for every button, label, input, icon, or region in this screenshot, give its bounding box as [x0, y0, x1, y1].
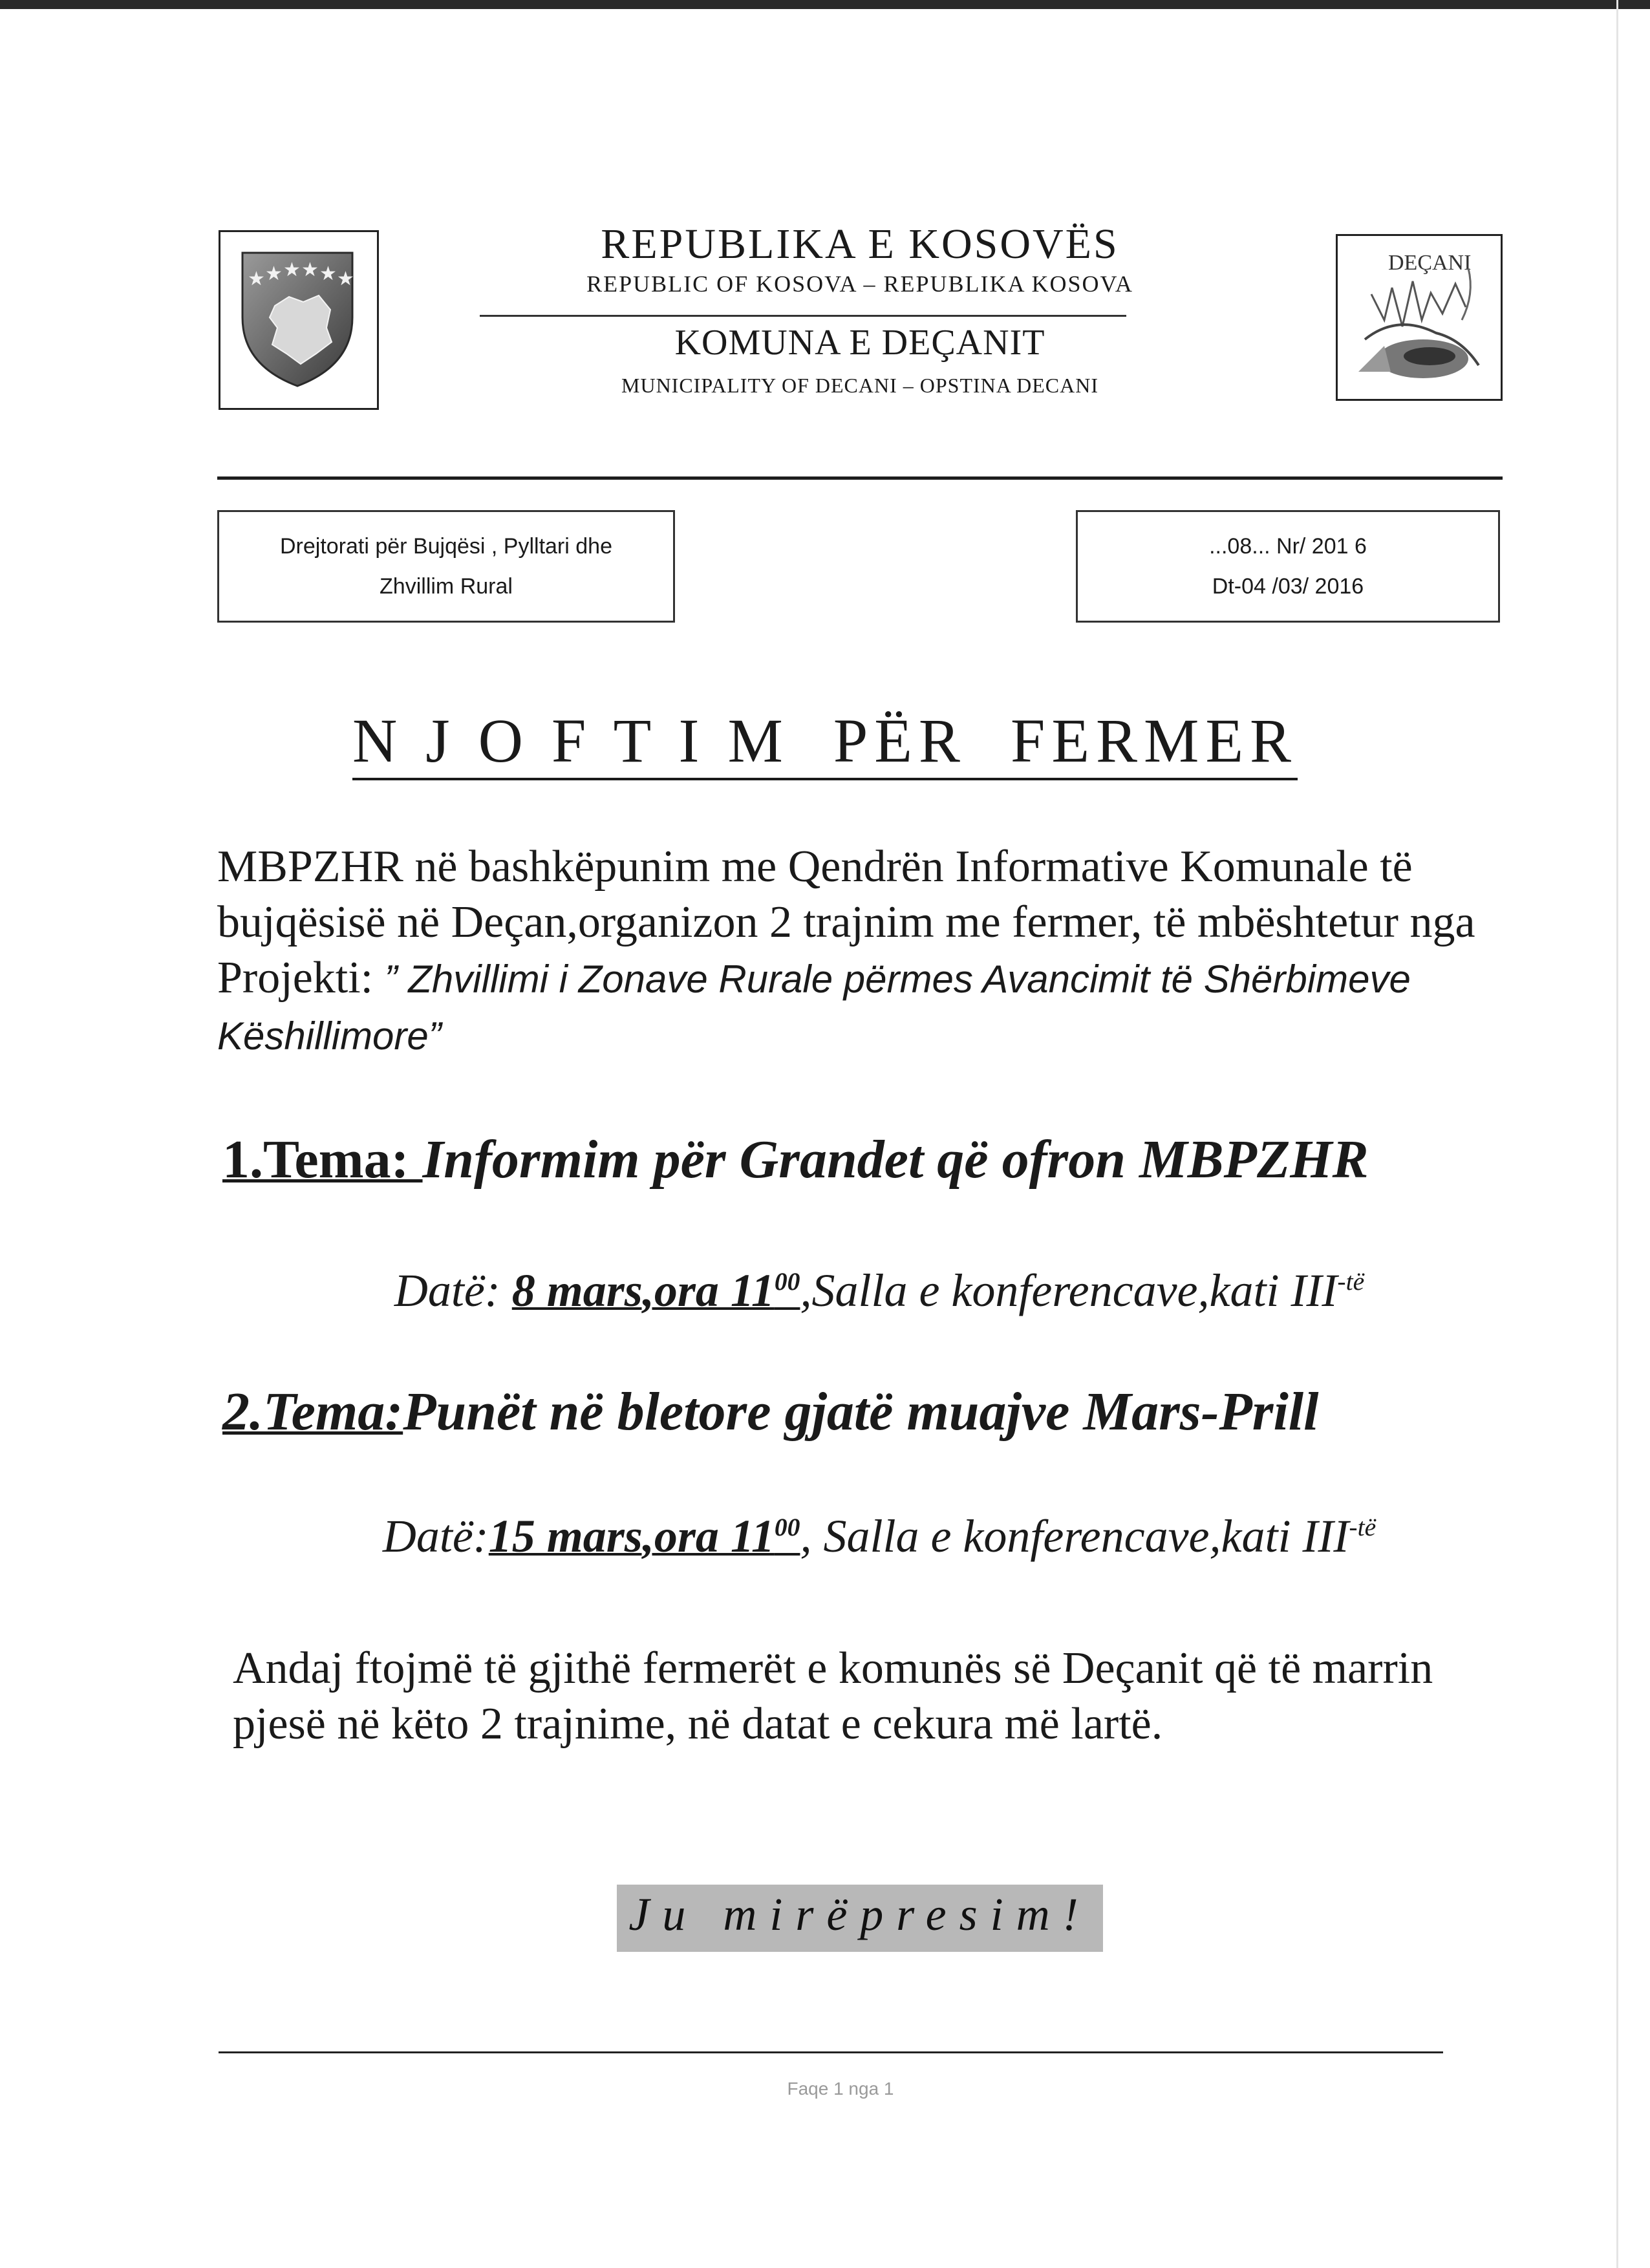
- svg-text:★: ★: [265, 262, 283, 285]
- svg-text:★: ★: [301, 259, 319, 281]
- logo-text: DEÇANI: [1388, 251, 1472, 275]
- coat-of-arms-icon: [236, 250, 359, 389]
- department-box: [217, 510, 675, 623]
- kosovo-emblem: [219, 230, 379, 410]
- project-name: ” Zhvillimi i Zonave Rurale përmes Avancimit të Shërbimeve Këshillimore”: [217, 957, 1411, 1058]
- theme-1-place: ,Salla e konferencave,kati III: [800, 1265, 1338, 1316]
- intro-text: MBPZHR në bashkëpunim me Qendrën Informative Komunale të bujqësisë në Deçan,organizon 2 trajnim me fermer, të mbështetur nga Projekti:: [217, 842, 1475, 1003]
- svg-text:★: ★: [248, 268, 265, 290]
- reference-date: Dt-04 /03/ 2016: [1212, 574, 1364, 599]
- reference-number: ...08... Nr/ 201 6: [1209, 534, 1367, 559]
- municipality-subtitle: MUNICIPALITY OF DECANI – OPSTINA DECANI: [621, 374, 1098, 397]
- footer-rule: [219, 2051, 1443, 2053]
- theme-2-hour-sup: 00: [774, 1513, 800, 1541]
- theme-2-title: Punët në bletore gjatë muajve Mars-Prill: [403, 1382, 1319, 1442]
- theme-1-date: [297, 1264, 1461, 1318]
- svg-text:★: ★: [283, 259, 301, 281]
- theme-2-place: , Salla e konferencave,kati III: [800, 1510, 1349, 1562]
- theme-1-label: 1.Tema:: [222, 1129, 423, 1190]
- theme-1-floor-sup: -të: [1337, 1267, 1365, 1296]
- theme-2-heading: [222, 1380, 1318, 1443]
- svg-text:★: ★: [337, 268, 354, 290]
- theme-1-hour-sup: 00: [774, 1267, 800, 1296]
- closing-paragraph: Andaj ftojmë të gjithë fermerët e komunës së Deçanit që të marrin pjesë në këto 2 trajnime, në datat e cekura më lartë.: [233, 1643, 1433, 1749]
- theme-1-title: Informim për Grandet që ofron MBPZHR: [422, 1129, 1369, 1190]
- page-number: Faqe 1 nga 1: [787, 2079, 894, 2099]
- theme-1-date-value: 8 mars,ora 11: [511, 1265, 775, 1316]
- theme-1-date-prefix: Datë:: [394, 1265, 512, 1316]
- decani-logo-icon: [1345, 242, 1492, 391]
- theme-2-date-value: 15 mars,ora 11: [488, 1510, 775, 1562]
- theme-2-floor-sup: -të: [1349, 1513, 1377, 1541]
- theme-2-label: 2.Tema:: [222, 1382, 403, 1442]
- scan-top-edge: [0, 0, 1650, 9]
- header-rule: [217, 476, 1503, 480]
- scan-right-edge: [1616, 0, 1618, 2268]
- header-title: REPUBLIKA E KOSOVËS: [601, 220, 1119, 268]
- header-subtitle: REPUBLIC OF KOSOVA – REPUBLIKA KOSOVA: [586, 271, 1133, 297]
- department-line-2: Zhvillim Rural: [380, 574, 513, 599]
- header-divider: [480, 315, 1126, 317]
- department-line-1: Drejtorati për Bujqësi , Pylltari dhe: [279, 534, 612, 559]
- reference-box: [1076, 510, 1500, 623]
- theme-2-date-strong: [489, 1510, 800, 1562]
- theme-1-heading: [222, 1128, 1369, 1191]
- decani-logo: [1336, 234, 1503, 401]
- theme-2-date: [297, 1510, 1461, 1563]
- notice-title-text: N J O F T I M PËR FERMER: [352, 706, 1298, 780]
- intro-paragraph: [217, 839, 1497, 1064]
- municipality-name: KOMUNA E DEÇANIT: [674, 323, 1045, 363]
- theme-1-date-strong: [512, 1265, 800, 1316]
- svg-text:★: ★: [319, 262, 337, 285]
- notice-title: [259, 705, 1391, 776]
- welcome-text: Ju mirëpresim!: [628, 1888, 1091, 1940]
- theme-2-date-prefix: Datë:: [382, 1510, 489, 1562]
